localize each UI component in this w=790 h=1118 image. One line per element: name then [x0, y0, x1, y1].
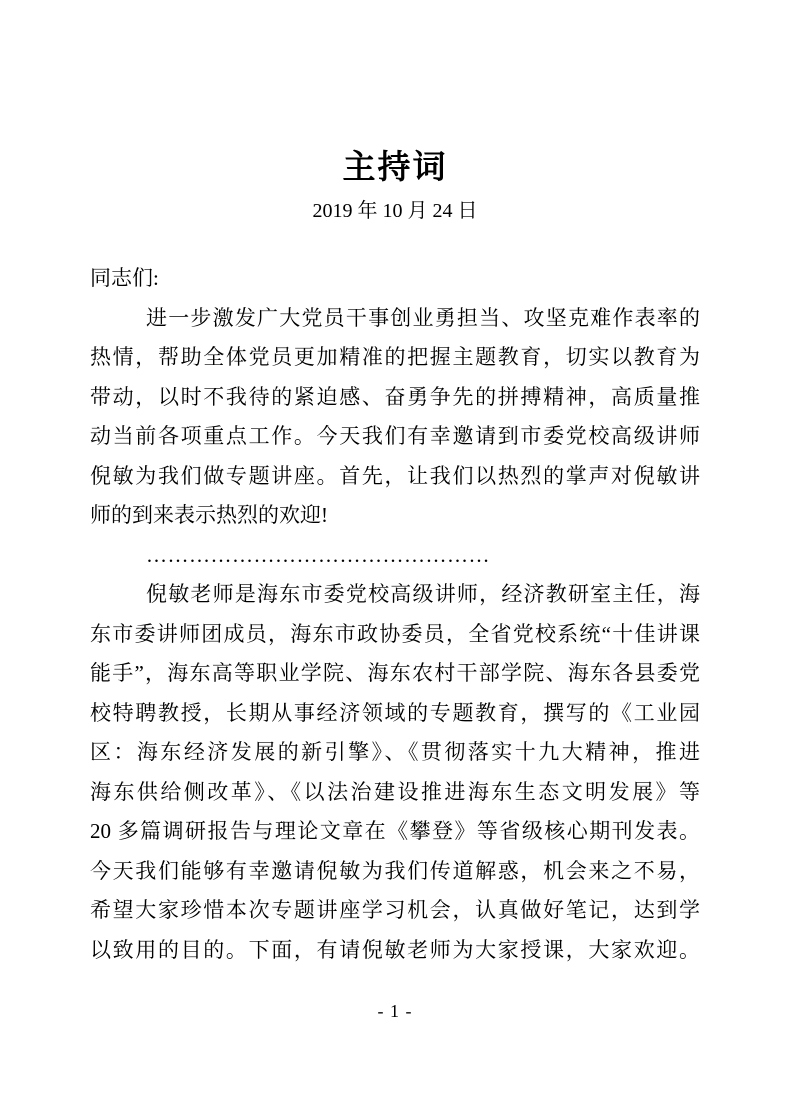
paragraph2-line: 倪敏老师是海东市委党校高级讲师，经济教研室主任，海	[146, 582, 700, 606]
paragraph2-last-line: 以致用的目的。下面，有请倪敏老师为大家授课，大家欢迎。	[90, 937, 700, 962]
paragraph2-line: 校特聘教授，长期从事经济领域的专题教育，撰写的《工业园	[90, 700, 700, 725]
page-number: - 1 -	[377, 1001, 413, 1021]
paragraph2-line: 区：海东经济发展的新引擎》、《贯彻落实十九大精神，推进	[90, 740, 700, 764]
paragraph2-line: 海东供给侧改革》、《以法治建设推进海东生态文明发展》等	[90, 779, 700, 804]
paragraph1-line: 带动，以时不我待的紧迫感、奋勇争先的拼搏精神，高质量推	[90, 384, 700, 409]
paragraph1-line: 热情，帮助全体党员更加精准的把握主题教育，切实以教育为	[90, 345, 700, 369]
document-body	[90, 259, 700, 970]
paragraph2-line: 东市委讲师团成员，海东市政协委员，全省党校系统“十佳讲课	[90, 621, 700, 646]
paragraph1-line: 进一步激发广大党员干事创业勇担当、攻坚克难作表率的	[146, 305, 700, 330]
paragraph2-line: 希望大家珍惜本次专题讲座学习机会，认真做好笔记，达到学	[90, 898, 700, 922]
salutation-line: 同志们:	[90, 266, 159, 290]
paragraph2-line: 能手”，海东高等职业学院、海东农村干部学院、海东各县委党	[90, 661, 700, 685]
dotted-separator: …………………………………………	[146, 542, 490, 567]
paragraph1-line: 动当前各项重点工作。今天我们有幸邀请到市委党校高级讲师	[90, 424, 700, 448]
paragraph1-line: 倪敏为我们做专题讲座。首先，让我们以热烈的掌声对倪敏讲	[90, 463, 700, 488]
paragraph2-line: 20 多篇调研报告与理论文章在《攀登》等省级核心期刊发表。	[90, 819, 700, 843]
paragraph2-line: 今天我们能够有幸邀请倪敏为我们传道解惑，机会来之不易，	[90, 858, 700, 883]
document-title: 主持词	[342, 150, 448, 186]
paragraph1-last-line: 师的到来表示热烈的欢迎!	[90, 503, 328, 527]
document-date: 2019 年 10 月 24 日	[312, 200, 478, 222]
